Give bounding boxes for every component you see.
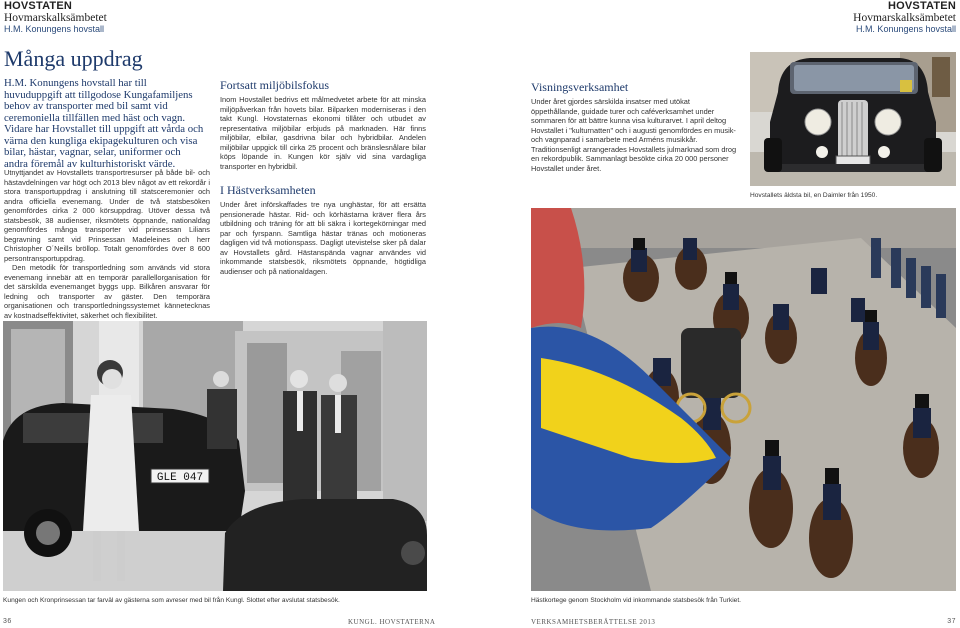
caption-farewell: Kungen och Kronprinsessan tar farväl av gästerna som avreser med bil från Kungl. Slottet efter avslutat statsbesök. xyxy=(3,597,340,604)
header-left-title: HOVSTATEN xyxy=(4,0,73,12)
header-right-subtitle: Hovmarskalksämbetet xyxy=(853,12,956,24)
footer-left-text: KUNGL. HOVSTATERNA xyxy=(348,618,436,626)
section-text-miljobil: Inom Hovstallet bedrivs ett målmedvetet arbete för att minska miljöpåverkan från hovets bilar. Bilparken moderniseras i den takt Kungl. Hovstaternas ekonomi tillåter och utbudet av representativa miljöbilar erbjuds på marknaden. Här finns miljöbilar, elbilar, gasdrivna bilar och hybridbilar. Andelen miljöbilar uppgick till cirka 25 procent och bränslesnålare bilar köps löpande in. Kungen kör själv vid sina vardagliga transporter en hybridbil. xyxy=(220,95,426,171)
header-left xyxy=(4,1,107,35)
visning-column xyxy=(531,80,739,173)
farewell-photo xyxy=(3,321,427,591)
left-body-paragraph-2: Den metodik för transportledning som används vid stora evenemang innebär att en temporär parallellorganisation för det särskilda evenemanget byggs upp. Bilkåren ansvarar för ledning och transporter av gäster. Den temporära organisationen och transportledningssystemet kännetecknas av kostnadseffektivitet, säkerhet och flexibilitet. xyxy=(4,263,210,320)
footer-right-text: VERKSAMHETSBERÄTTELSE 2013 xyxy=(531,618,656,626)
header-right-title: HOVSTATEN xyxy=(887,0,956,12)
license-plate: GLE 047 xyxy=(156,472,204,484)
footer-left-page-number: 36 xyxy=(3,618,12,625)
header-left-org: H.M. Konungens hovstall xyxy=(4,24,105,34)
section-text-visning: Under året gjordes särskilda insatser med utökat öppethållande, guidade turer och caféverksamhet under sommaren för att bättre kunna visa kulturarvet. I april deltog Hovstallet i "kulturnatten" och i augusti genomfördes en musik- och vagnparad i samarbete med Arméns musikkår. Traditionsenligt arrangerades Hovstallets julmarknad som drog en rekordpublik. Sammanlagt besökte cirka 20 000 personer Hovstallet under året. xyxy=(531,97,737,173)
intro-paragraph: H.M. Konungens hovstall har till huvuduppgift att tillgodose Kungafamiljens behov av transporter med bil samt vid ceremoniella tillfällen med häst och vagn. Vidare har Hovstallet till uppgift att vårda och värna den kungliga ekipagekulturen och visa bilar, hästar, vagnar, selar, uniformer och andra föremål av kulturhistoriskt värde. xyxy=(4,77,204,170)
section-heading-hast: I Hästverksamheten xyxy=(220,183,316,197)
caption-cortege: Hästkortege genom Stockholm vid inkommande statsbesök från Turkiet. xyxy=(531,597,741,604)
left-body-paragraph-1: Utnyttjandet av Hovstallets transportresurser på både bil- och hästavdelningen var högt och 2013 blev något av ett rekordår i stora transportuppdrag i anslutning till statsceremonier och andra officiella evenemang. Under de två statsbesöken genomfördes cirka 2 000 körsuppdrag. Utöver dessa två statsbesök, 38 audienser, riksmötets öppnande, nationaldag genomfördes många transporter vid prinsessan Lilians begravning samt vid Prinsessan Madeleines och herr Christopher O´Neills bröllop. Totalt genomfördes över 8 600 persontransportuppdrag. xyxy=(4,168,210,263)
section-heading-visning: Visningsverksamhet xyxy=(531,80,629,94)
left-body xyxy=(4,168,210,320)
daimler-car-photo xyxy=(750,52,956,186)
page-title: Många uppdrag xyxy=(4,46,143,71)
footer-right-page-number: 37 xyxy=(947,618,956,625)
section-heading-miljobil: Fortsatt miljöbilsfokus xyxy=(220,78,330,92)
header-right-org: H.M. Konungens hovstall xyxy=(855,24,956,34)
header-right xyxy=(853,1,956,35)
header-left-subtitle: Hovmarskalksämbetet xyxy=(4,12,107,24)
section-text-hast: Under året införskaffades tre nya unghästar, för att ersätta pensionerade hästar. Rid- och körhästarna kräver flera års utbildning och träning för att bli säkra i kortegekörningar med par och fyrspann. Samtliga hästar tränas och motioneras dagligen vid två motionspass. Dagligt utevistelse sker på dalar av Hovstallets gård. Hästanspända vagnar användes vid inkommande statsbesök, riksmötets öppnande, högtidliga audienser och på nationaldagen. xyxy=(220,200,426,276)
cortege-photo xyxy=(531,208,956,591)
middle-column xyxy=(220,78,426,276)
caption-car: Hovstallets äldsta bil, en Daimler från 1950. xyxy=(750,192,878,199)
